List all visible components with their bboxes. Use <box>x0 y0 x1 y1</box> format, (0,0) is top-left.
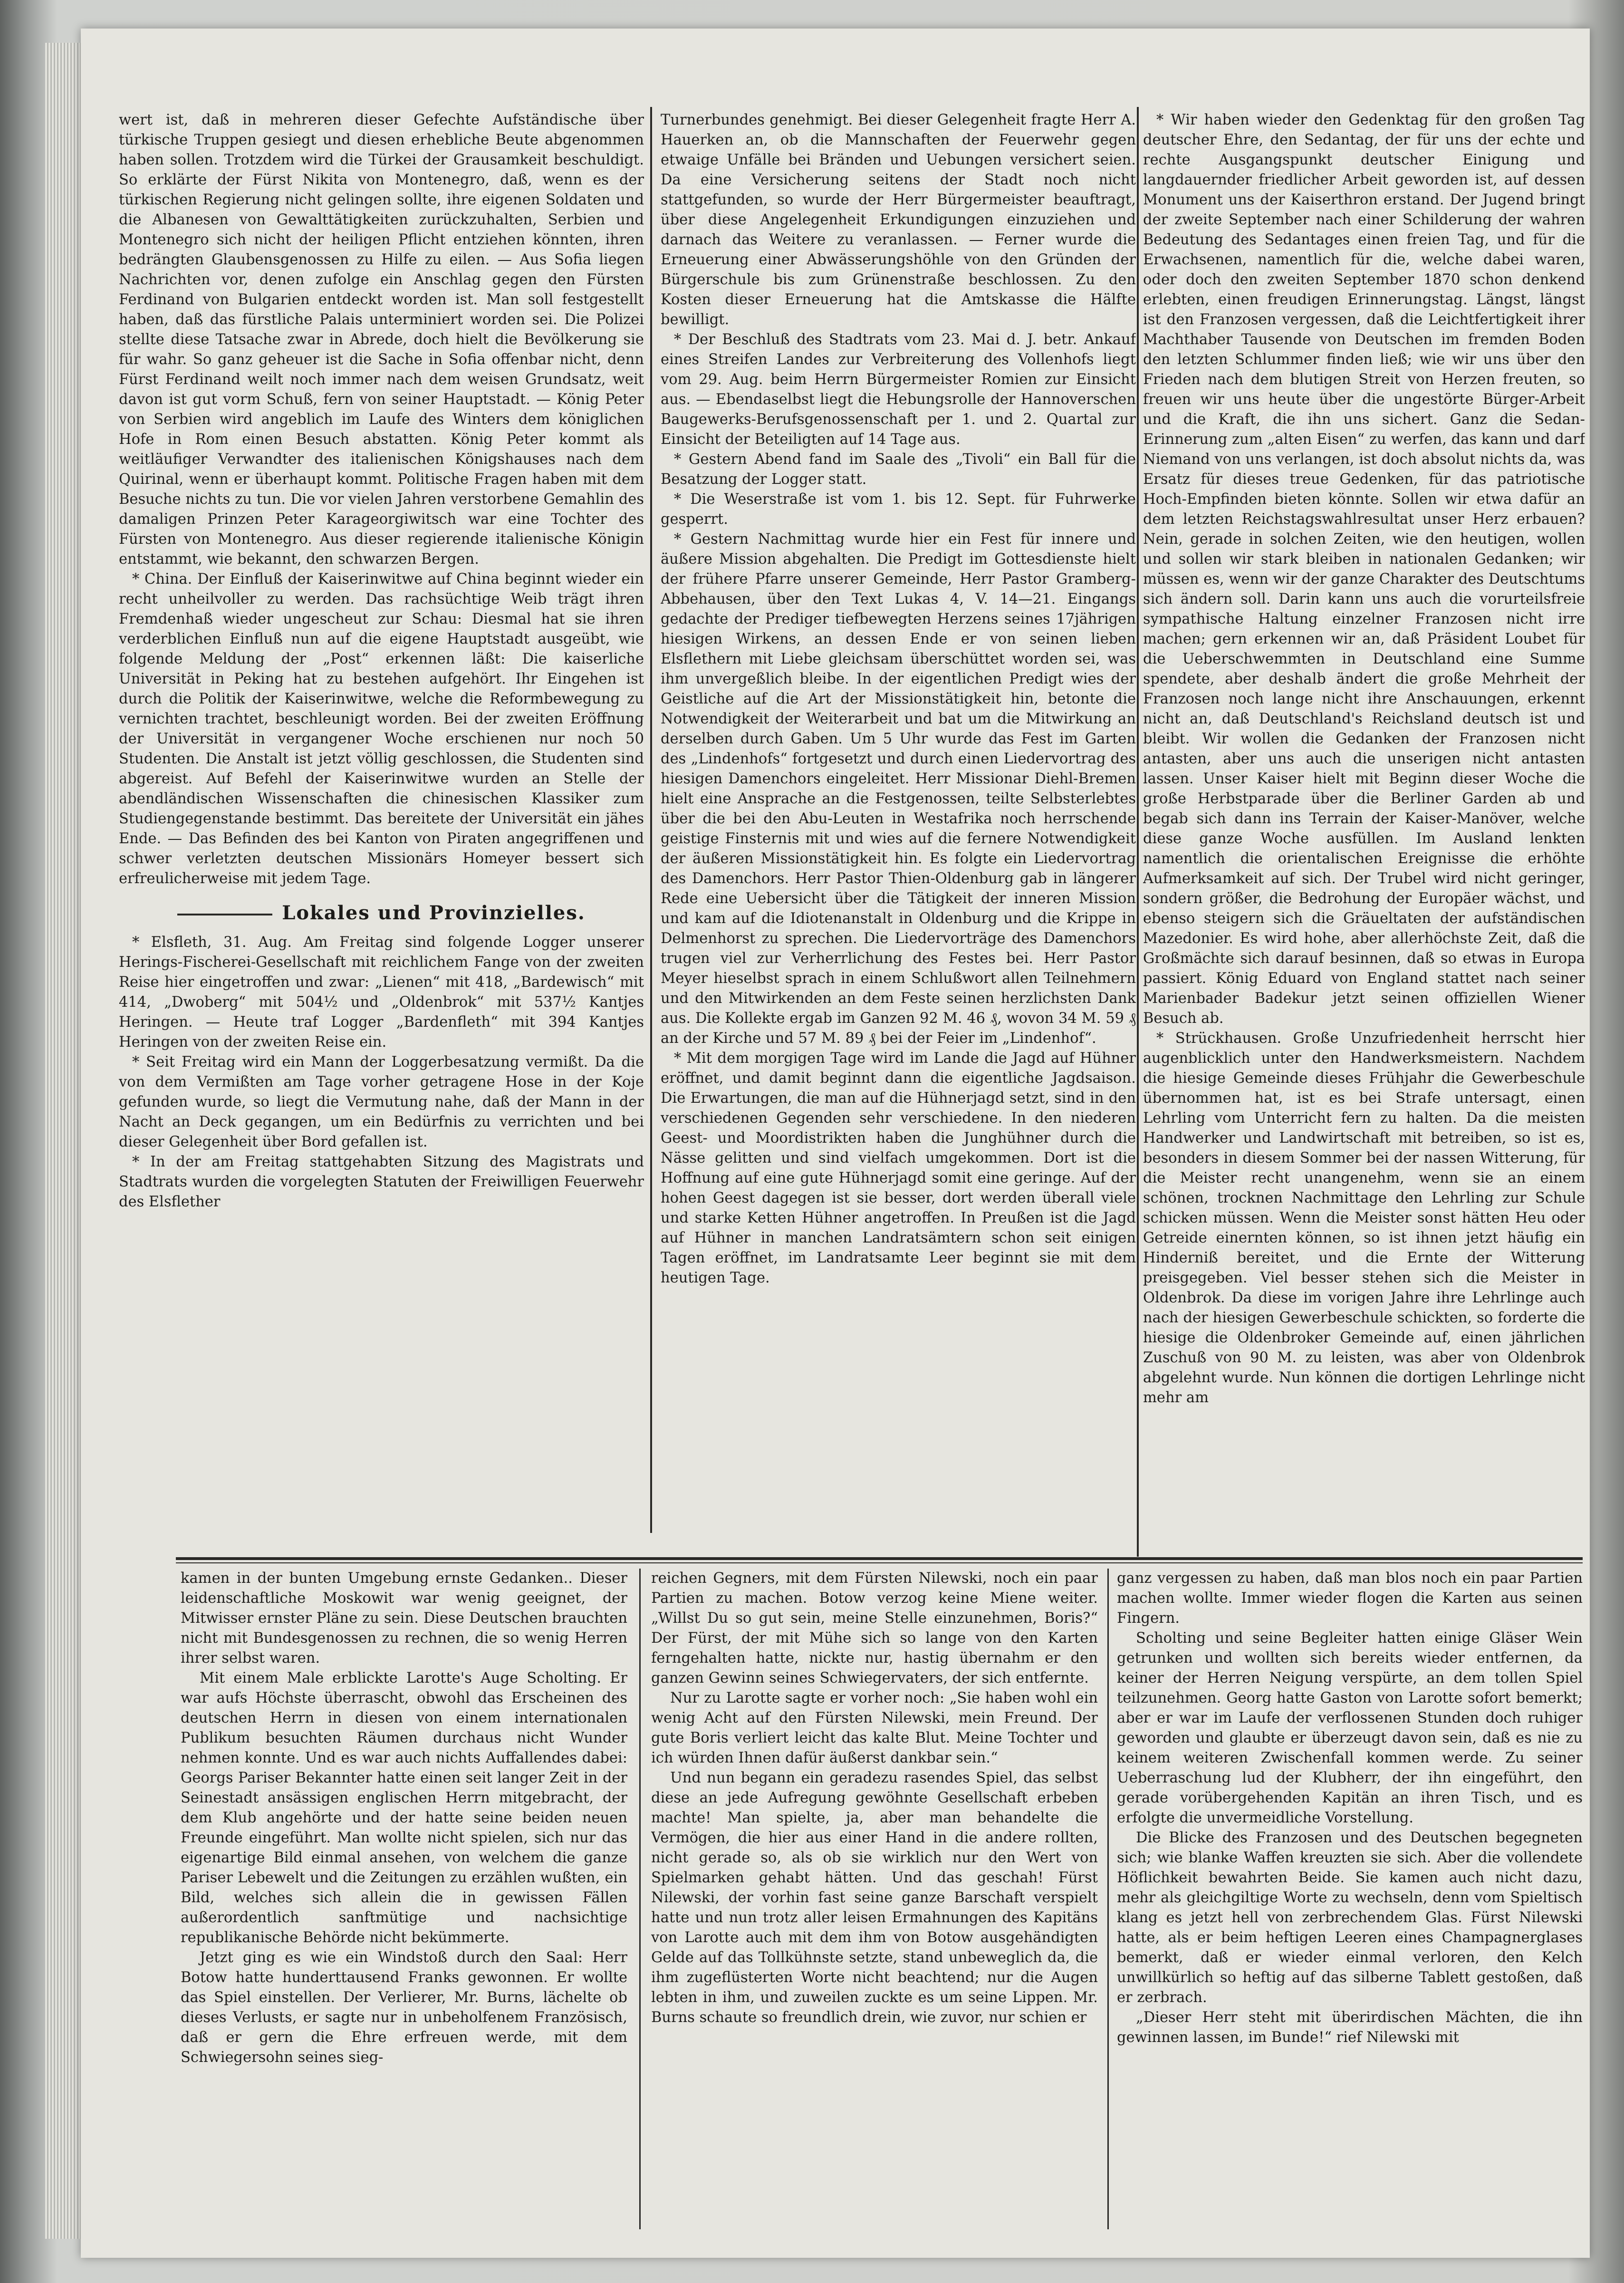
story-text: ganz vergessen zu haben, daß man blos noch ein paar Partien machen wollte. Immer wieder flogen die Karten aus seinen Fingern. <box>1117 1570 1583 1627</box>
article-missing-man: * Seit Freitag wird ein Mann der Loggerbesatzung vermißt. Da die von dem Vermißten am Tage vorher getragene Hose in der Koje gefunden wurde, so liegt die Vermutung nahe, daß der Mann in der Nacht an Deck gegangen, um ein Bedürfnis zu verrichten und bei dieser Gelegenheit über Bord gefallen ist. <box>119 1054 644 1150</box>
article-mission: * Gestern Nachmittag wurde hier ein Fest für innere und äußere Mission abgehalten. Die Predigt im Gottesdienste hielt der frühere Pfarre unserer Gemeinde, Herr Pastor Gramberg-Abbehausen, über den Text Lukas 4, V. 14—21. Eingangs gedachte der Prediger tiefbewegten Herzens seines 17jährigen hiesigen Wirkens, an dessen Ende er von seinen lieben Elsflethern mit Liebe gleichsam überschüttet worden sei, was ihm unvergeßlich bleibe. In der eigentlichen Predigt wies der Geistliche auf die Art der Missionstätigkeit hin, betonte die Notwendigkeit der Weiterarbeit und bat um die Mitwirkung an derselben durch Gaben. Um 5 Uhr wurde das Fest im Garten des „Lindenhofs“ fortgesetzt und durch einen Liedervortrag des hiesigen Damenchors eingeleitet. Herr Missionar Diehl-Bremen hielt eine Ansprache an die Festgenossen, teilte Selbsterlebtes über die bei den Abu-Leuten in Westafrika noch herrschende geistige Finsternis mit und wies auf die fernere Notwendigkeit der äußeren Missionstätigkeit hin. Es folgte ein Liedervortrag des Damenchors. Herr Pastor Thien-Oldenburg gab in längerer Rede eine Uebersicht über die Tätigkeit der inneren Mission und kam auf die Idiotenanstalt in Oldenburg und die Krippe in Delmenhorst zu sprechen. Die Liedervorträge des Damenchors trugen viel zur Verherrlichung des Festes bei. Herr Pastor Meyer hieselbst sprach in einem Schlußwort allen Teilnehmern und den Mitwirkenden an dem Feste seinen herzlichsten Dank aus. Die Kollekte ergab im Ganzen 92 M. 46 ₰, wovon 34 M. 59 ₰ an der Kirche und 57 M. 89 ₰ bei der Feier im „Lindenhof“. <box>661 531 1136 1047</box>
feuilleton-column-3 <box>1117 1569 1583 2229</box>
column-rule <box>639 1569 641 2229</box>
article-jagd: * Mit dem morgigen Tage wird im Lande die Jagd auf Hühner eröffnet, und damit beginnt dann die eigentliche Jagdsaison. Die Erwartungen, die man auf die Hühnerjagd setzt, sind in den verschiedenen Gegenden sehr verschiedene. In den niederen Geest- und Moordistrikten haben die Junghühner durch die Nässe gelitten und sind vielfach umgekommen. Dort ist die Hoffnung auf eine gute Hühnerjagd somit eine geringe. Auf der hohen Geest dagegen ist sie besser, dort werden überall viele und starke Ketten Hühner angetroffen. In Preußen ist die Jagd auf Hühner in manchen Landratsämtern schon seit einigen Tagen eröffnet, im Landratsamte Leer beginnt sie mit dem heutigen Tage. <box>661 1050 1136 1286</box>
story-text: Mit einem Male erblickte Larotte's Auge Scholting. Er war aufs Höchste überrascht, obwohl das Erscheinen des deutschen Herrn in diesen von einem internationalen Publikum besuchten Räumen durchaus nicht Wunder nehmen konnte. Und es war auch nichts Auffallendes dabei: Georgs Pariser Bekannter hatte einen seit langer Zeit in der Seinestadt ansässigen englischen Herrn mitgebracht, der dem Klub angehörte und der hatte seine beiden neuen Freunde eingeführt. Man wollte nicht spielen, sich nur das eigenartige Bild einmal ansehen, von welchem die ganze Pariser Lebewelt und die Zeitungen zu erzählen wußten, ein Bild, welches sich allein die in gewissen Fällen außerordentlich sanftmütige und nachsichtige republikanische Behörde nicht bekümmerte. <box>181 1670 627 1946</box>
feuilleton-separator-thin <box>176 1562 1583 1563</box>
feuilleton-column-1 <box>181 1569 627 2229</box>
article-strueckhausen: * Strückhausen. Große Unzufriedenheit herrscht hier augenblicklich unter den Handwerksmeistern. Nachdem die hiesige Gemeinde dieses Frühjahr die Gewerbeschule übernommen hat, ist es bei Strafe untersagt, einen Lehrling vom Unterricht fern zu halten. Da die meisten Handwerker und Landwirtschaft mit betreiben, so ist es, besonders in diesem Sommer bei der nassen Witterung, für die Meister recht unangenehm, wenn sie an einem schönen, trocknen Nachmittage den Lehrling zur Schule schicken müssen. Wenn die Meister sonst hätten Heu oder Getreide einernten können, so ist ihnen jetzt häufig ein Hinderniß bereitet, und die Ernte der Witterung preisgegeben. Viel besser stehen sich die Meister in Oldenbrok. Da diese im vorigen Jahre ihre Lehrlinge auch nach der hiesigen Gewerbeschule schickten, so forderte die hiesige die Oldenbroker Gemeinde auf, einen jährlichen Zuschuß von 90 M. zu leisten, was aber von Oldenbrok abgelehnt wurde. Nun können die dortigen Lehrlinge nicht mehr am <box>1143 1030 1585 1406</box>
column-rule <box>1107 1569 1109 2229</box>
story-text: Die Blicke des Franzosen und des Deutschen begegneten sich; wie blanke Waffen kreuzten sie sich. Aber die vollendete Höflichkeit bewahrten Beide. Sie kamen auch nicht dazu, mehr als gleichgiltige Worte zu wechseln, denn vom Spieltisch klang es jetzt hell von zerbrechendem Glas. Fürst Nilewski hatte, als er beim heftigen Leeren eines Champagnerglases bemerkt, daß er wieder einmal verloren, den Kelch unwillkürlich so heftig auf das silberne Tablett gestoßen, daß er zerbrach. <box>1117 1830 1583 2006</box>
column-3 <box>1143 110 1585 1546</box>
page-stack-edges <box>45 43 83 2239</box>
article-text: wert ist, daß in mehreren dieser Gefechte Aufständische über türkische Truppen gesiegt und diesen erhebliche Beute abgenommen haben sollen. Trotzdem wird die Türkei der Grausamkeit beschuldigt. So erklärte der Fürst Nikita von Montenegro, daß, wenn es der türkischen Regierung nicht gelingen sollte, ihre eigenen Soldaten und die Albanesen von Gewalttätigkeiten zurückzuhalten, Serbien und Montenegro sich nicht der heiligen Pflicht entziehen könnten, ihren bedrängten Glaubensgenossen zu Hilfe zu eilen. — Aus Sofia liegen Nachrichten vor, denen zufolge ein Anschlag gegen den Fürsten Ferdinand von Bulgarien entdeckt worden ist. Man soll festgestellt haben, daß das fürstliche Palais unterminiert worden sei. Die Polizei stellte diese Tatsache zwar in Abrede, doch hielt die Bevölkerung sie für wahr. So ganz geheuer ist die Sache in Sofia offenbar nicht, denn Fürst Ferdinand weilt noch immer nach dem weisen Grundsatz, weit davon ist gut vorm Schuß, fern von seiner Hauptstadt. — König Peter von Serbien wird angeblich im Laufe des Winters dem königlichen Hofe in Rom einen Besuch abstatten. König Peter kommt als weitläufiger Verwandter des italienischen Königshauses nach dem Quirinal, wenn er überhaupt kommt. Politische Fragen haben mit dem Besuche nichts zu tun. Die vor vielen Jahren verstorbene Gemahlin des damaligen Prinzen Peter Karageorgiwitsch war eine Tochter des Fürsten von Montenegro. Aus dieser regierende italienische Königin entstammt, wie bekannt, den schwarzen Bergen. <box>119 112 644 568</box>
story-text: reichen Gegners, mit dem Fürsten Nilewski, noch ein paar Partien zu machen. Botow verzog keine Miene weiter. „Willst Du so gut sein, meine Stelle einzunehmen, Boris?“ Der Fürst, der mit Mühe sich so lange von den Karten ferngehalten hatte, nickte nur, hastig übernahm er den ganzen Gewinn seines Schwiegervaters, der sich entfernte. <box>651 1570 1098 1686</box>
article-text: Turnerbundes genehmigt. Bei dieser Gelegenheit fragte Herr A. Hauerken an, ob die Mannschaften der Feuerwehr gegen etwaige Unfälle bei Bränden und Uebungen versichert seien. Da eine Versicherung seitens der Stadt noch nicht stattgefunden, so wurde der Herr Bürgermeister beauftragt, über diese Angelegenheit Erkundigungen einzuziehen und darnach das Weitere zu veranlassen. — Ferner wurde die Erneuerung einer Abwässerungshöhle von den Gründen der Bürgerschule bis zum Grünenstraße beschlossen. Zu den Kosten dieser Erneuerung hat die Amtskasse die Hälfte bewilligt. <box>661 112 1136 328</box>
article-council: * In der am Freitag stattgehabten Sitzung des Magistrats und Stadtrats wurden die vorgelegten Statuten der Freiwilligen Feuerwehr des Elsflether <box>119 1154 644 1210</box>
story-text: Jetzt ging es wie ein Windstoß durch den Saal: Herr Botow hatte hunderttausend Franks gewonnen. Er wollte das Spiel einstellen. Der Verlierer, Mr. Burns, lächelte ob dieses Verlusts, er sagte nur in unbeholfenem Französisch, daß er gern die Ehre erfreuen werde, mit dem Schwiegersohn seines sieg- <box>181 1949 627 2066</box>
article-elsfleth: * Elsfleth, 31. Aug. Am Freitag sind folgende Logger unserer Herings-Fischerei-Gesellschaft mit reichlichem Fange von der zweiten Reise hier eingetroffen und zwar: „Lienen“ mit 418, „Bardewisch“ mit 414, „Dwoberg“ mit 504½ und „Oldenbrok“ mit 537½ Kantjes Heringen. — Heute traf Logger „Bardenfleth“ mit 394 Kantjes Heringen von der zweiten Reise ein. <box>119 934 644 1050</box>
story-text: Und nun begann ein geradezu rasendes Spiel, das selbst diese an jede Aufregung gewöhnte Gesellschaft erbeben machte! Man spielte, ja, aber man behandelte die Vermögen, die hier aus einer Hand in die andere rollten, nicht gerade so, als ob sie wirklich nur den Wert von Spielmarken gehabt hätten. Und das geschah! Fürst Nilewski, der vorhin fast seine ganze Barschaft verspielt hatte und nun trotz aller leisen Ermahnungen des Kapitäns von Larotte auch mit dem ihm von Botow ausgehändigten Gelde auf das Tollkühnste setzte, stand unbeweglich da, die ihm zugeflüsterten Worte nicht beachtend; nur die Augen lebten in ihm, und zuweilen zuckte es um seine Lippen. Mr. Burns schaute so freundlich drein, wie zuvor, nur schien er <box>651 1770 1098 2026</box>
article-weserstrasse: * Die Weserstraße ist vom 1. bis 12. Sept. für Fuhrwerke gesperrt. <box>661 491 1136 528</box>
article-stadtrat: * Der Beschluß des Stadtrats vom 23. Mai d. J. betr. Ankauf eines Streifen Landes zur Verbreiterung des Vollenhofs liegt vom 29. Aug. beim Herrn Bürgermeister Romien zur Einsicht aus. — Ebendaselbst liegt die Hebungsrolle der Hannoverschen Baugewerks-Berufsgenossenschaft per 1. und 2. Quartal zur Einsicht der Beteiligten auf 14 Tage aus. <box>661 331 1136 448</box>
story-text: „Dieser Herr steht mit überirdischen Mächten, die ihn gewinnen lassen, im Bunde!“ rief Nilewski mit <box>1117 2009 1583 2046</box>
article-ball: * Gestern Abend fand im Saale des „Tivoli“ ein Ball für die Besatzung der Logger statt. <box>661 451 1136 488</box>
section-heading-local: Lokales und Provinzielles. <box>119 903 644 923</box>
heading-rule <box>177 914 272 915</box>
column-rule <box>650 107 652 1533</box>
story-text: Nur zu Larotte sagte er vorher noch: „Sie haben wohl ein wenig Acht auf den Fürsten Nilewski, mein Freund. Der gute Boris verliert leicht das kalte Blut. Meine Tochter und ich würden Ihnen dafür äußerst dankbar sein.“ <box>651 1690 1098 1766</box>
article-china: * China. Der Einfluß der Kaiserinwitwe auf China beginnt wieder ein recht unheilvoller zu werden. Das rachsüchtige Weib trägt ihren Fremdenhaß wieder ungescheut zur Schau: Diesmal hat sie ihren verderblichen Einfluß nun auf die eigene Hauptstadt ausgeübt, wie folgende Meldung der „Post“ erkennen läßt: Die kaiserliche Universität in Peking hat zu bestehen aufgehört. Ihr Eingehen ist durch die Politik der Kaiserinwitwe, welche die Reformbewegung zu vernichten trachtet, beschleunigt worden. Bei der zweiten Eröffnung der Universität in vergangener Woche erschienen nur noch 50 Studenten. Die Anstalt ist jetzt völlig geschlossen, die Studenten sind abgereist. Auf Befehl der Kaiserinwitwe wurden an Stelle der abendländischen Wissenschaften die chinesischen Klassiker zum Studiengegenstande bestimmt. Das bereitete der Universität ein jähes Ende. — Das Befinden des bei Kanton von Piraten angegriffenen und schwer verletzten deutschen Missionärs Homeyer bessert sich erfreulicherweise mit jedem Tage. <box>119 571 644 887</box>
story-text: Scholting und seine Begleiter hatten einige Gläser Wein getrunken und wollten sich bereits wieder entfernen, da keiner der Herren Neigung verspürte, an dem tollen Spiel teilzunehmen. Georg hatte Gaston von Larotte sofort bemerkt; aber er war im Laufe der verflossenen Stunden doch ruhiger geworden und glaubte er überzeugt davon sein, daß es nie zu keinem weiteren Zwischenfall kommen werde. Zu seiner Ueberraschung lud der Klubherr, der ihn eingeführt, den gerade vorübergehenden Kapitän an ihren Tisch, und es erfolgte die unvermeidliche Vorstellung. <box>1117 1630 1583 1826</box>
feuilleton-column-2 <box>651 1569 1098 2229</box>
feuilleton-separator <box>176 1557 1583 1560</box>
column-2 <box>661 110 1136 1546</box>
article-sedantag: * Wir haben wieder den Gedenktag für den großen Tag deutscher Ehre, den Sedantag, der für uns der echte und rechte Ausgangspunkt deutscher Einigung und langdauernder friedlicher Arbeit geworden ist, auf dessen Monument uns der Kaiserthron erstand. Der Jugend bringt der zweite September nach einer Schilderung der wahren Bedeutung des Sedantages einen freien Tag, und für die Erwachsenen, namentlich für die, welche dabei waren, oder doch den zweiten September 1870 schon denkend erlebten, einen freudigen Erinnerungstag. Längst, längst ist den Franzosen vergessen, daß die Leichtfertigkeit ihrer Machthaber Tausende von Deutschen im fremden Boden den letzten Schlummer finden ließ; wie wir uns über den Frieden nach dem blutigen Streit von Herzen freuten, so freuen wir uns heute über die ungestörte Bürger-Arbeit und die Kraft, die ihn uns sichert. Ganz die Sedan-Erinnerung zum „alten Eisen“ zu werfen, das kann und darf Niemand von uns verlangen, ist doch absolut nichts da, was Ersatz für dieses treue Gedenken, für das patriotische Hoch-Empfinden bieten könnte. Sollen wir etwa dafür an dem letzten Reichstagswahlresultat unser Herz erbauen? Nein, gerade in solchen Zeiten, wie den heutigen, wollen und sollen wir stark bleiben in nationalen Gedanken; wir müssen es, wenn wir der ganze Charakter des Deutschtums sich ändern soll. Darin kann uns auch die vorurteilsfreie sympathische Haltung einzelner Franzosen nicht irre machen; gern erkennen wir an, daß Präsident Loubet für die Ueberschwemmten in Deutschland eine Summe spendete, aber deshalb ändert die große Mehrheit der Franzosen noch lange nicht ihre Anschauungen, erkennt nicht an, daß Deutschland's Reichsland deutsch ist und bleibt. Wir wollen die Gedanken der Franzosen nicht antasten, aber uns auch die unserigen nicht antasten lassen. Unser Kaiser hielt mit Beginn dieser Woche die große Herbstparade über die Berliner Garden ab und begab sich dann ins Terrain der Kaiser-Manöver, welche diese ganze Woche ausfüllen. Im Ausland lenkten namentlich die orientalischen Ereignisse die erhöhte Aufmerksamkeit auf sich. Der Trubel wird nicht geringer, sondern größer, die Bedrohung der Europäer wächst, und ebenso steigern sich die Gräueltaten der aufständischen Mazedonier. Es wird hohe, aber allerhöchste Zeit, daß die Großmächte sich darauf besinnen, daß so etwas in Europa passiert. König Eduard von England stattet nach seiner Marienbader Badekur jetzt seinen offiziellen Wiener Besuch ab. <box>1143 112 1585 1027</box>
column-rule <box>1137 107 1139 1557</box>
column-1 <box>119 110 644 1527</box>
story-text: kamen in der bunten Umgebung ernste Gedanken.. Dieser leidenschaftliche Moskowit war wenig geeignet, der Mitwisser ernster Pläne zu sein. Diese Deutschen brauchten nicht mit Bundesgenossen zu rechnen, die so wenig Herren ihrer selbst waren. <box>181 1570 627 1666</box>
